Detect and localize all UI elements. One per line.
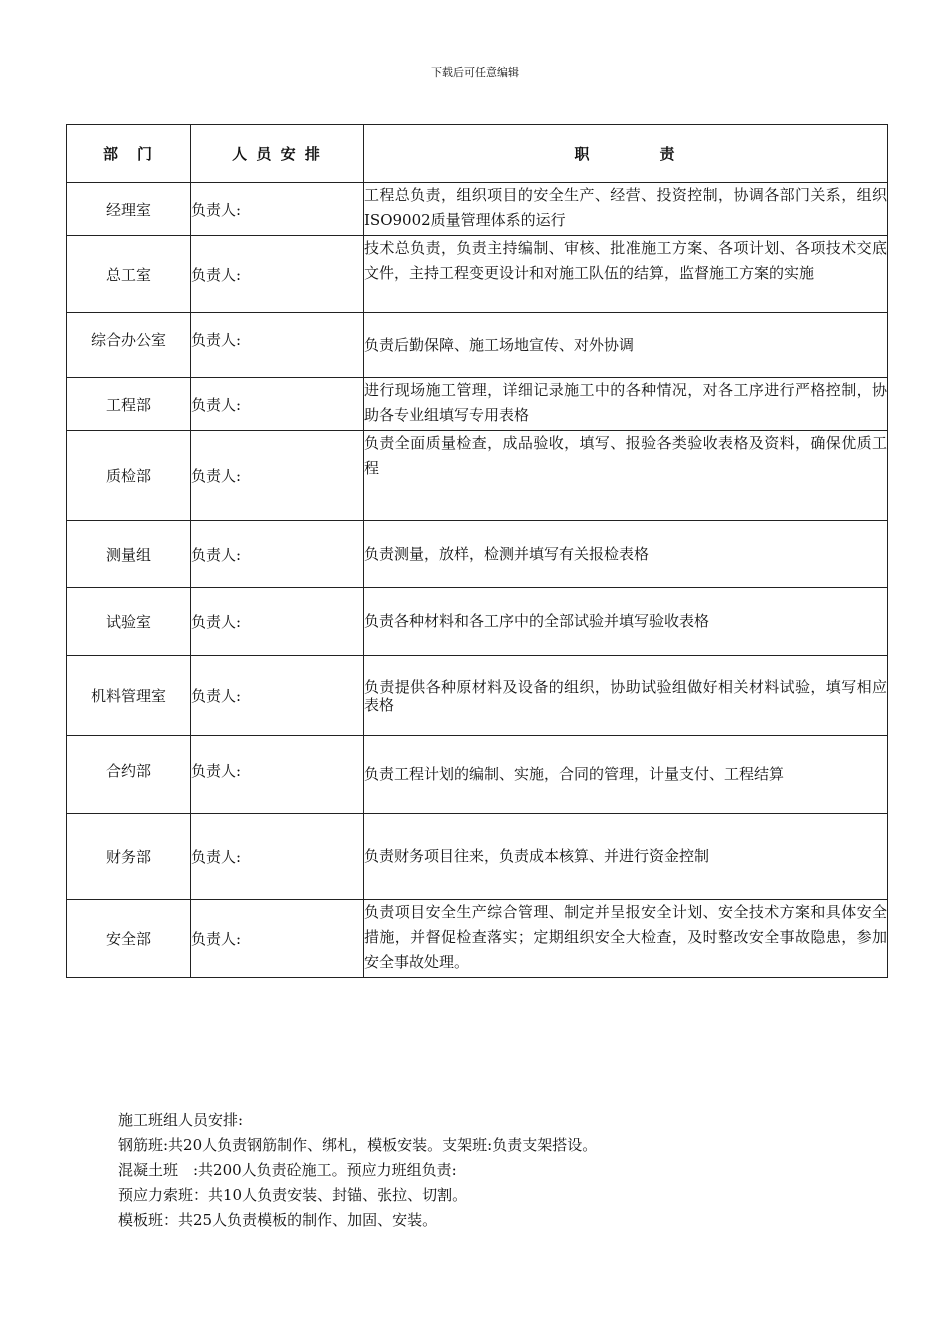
department-cell: 总工室 [67, 236, 191, 313]
header-personnel: 人 员 安 排 [191, 125, 364, 183]
table-row [67, 431, 888, 521]
person-cell: 负责人: [191, 183, 364, 236]
person-cell: 负责人: [191, 378, 364, 431]
table-row [67, 814, 888, 900]
person-cell: 负责人: [191, 736, 364, 814]
department-duty-table [66, 124, 888, 978]
table-row [67, 736, 888, 814]
department-cell: 合约部 [67, 736, 191, 814]
crew-line-prestress: 预应力索班：共10人负责安装、封锚、张拉、切割。 [118, 1186, 468, 1204]
person-cell: 负责人: [191, 313, 364, 378]
duty-cell: 技术总负责，负责主持编制、审核、批准施工方案、各项计划、各项技术交底文件，主持工程变更设计和对施工队伍的结算，监督施工方案的实施 [364, 236, 888, 313]
table-row [67, 378, 888, 431]
department-cell: 安全部 [67, 900, 191, 978]
table-row [67, 313, 888, 378]
person-cell: 负责人: [191, 656, 364, 736]
table-row [67, 588, 888, 656]
crew-line-rebar: 钢筋班:共20人负责钢筋制作、绑札，模板安装。支架班:负责支架搭设。 [118, 1136, 598, 1154]
page-header-note: 下载后可任意编辑 [431, 66, 519, 79]
person-cell: 负责人: [191, 588, 364, 656]
department-cell: 测量组 [67, 521, 191, 588]
person-cell: 负责人: [191, 431, 364, 521]
duty-cell: 负责财务项目往来，负责成本核算、并进行资金控制 [364, 814, 888, 900]
duty-cell: 进行现场施工管理，详细记录施工中的各种情况，对各工序进行严格控制，协助各专业组填写专用表格 [364, 378, 888, 431]
department-cell: 机料管理室 [67, 656, 191, 736]
duty-cell: 负责后勤保障、施工场地宣传、对外协调 [364, 313, 888, 378]
person-cell: 负责人: [191, 521, 364, 588]
table-row [67, 656, 888, 736]
crew-arrangement-section [118, 1108, 597, 1233]
duty-cell: 负责工程计划的编制、实施，合同的管理，计量支付、工程结算 [364, 736, 888, 814]
department-cell: 质检部 [67, 431, 191, 521]
person-cell: 负责人: [191, 814, 364, 900]
department-cell: 综合办公室 [67, 313, 191, 378]
table-header-row [67, 125, 888, 183]
person-cell: 负责人: [191, 236, 364, 313]
crew-line-concrete: 混凝土班 :共200人负责砼施工。预应力班组负责: [118, 1161, 457, 1179]
table-row [67, 236, 888, 313]
crew-section-title: 施工班组人员安排: [118, 1111, 244, 1129]
header-duty: 职 责 [364, 125, 888, 183]
table-row [67, 521, 888, 588]
table-row [67, 900, 888, 978]
duty-cell: 负责测量，放样，检测并填写有关报检表格 [364, 521, 888, 588]
person-cell: 负责人: [191, 900, 364, 978]
department-cell: 财务部 [67, 814, 191, 900]
crew-line-formwork: 模板班：共25人负责模板的制作、加固、安装。 [118, 1211, 438, 1229]
table-row [67, 183, 888, 236]
duty-cell: 工程总负责，组织项目的安全生产、经营、投资控制，协调各部门关系，组织ISO9002质量管理体系的运行 [364, 183, 888, 236]
duty-cell: 负责项目安全生产综合管理、制定并呈报安全计划、安全技术方案和具体安全措施，并督促检查落实；定期组织安全大检查，及时整改安全事故隐患，参加安全事故处理。 [364, 900, 888, 978]
department-cell: 试验室 [67, 588, 191, 656]
duty-cell: 负责全面质量检查，成品验收，填写、报验各类验收表格及资料，确保优质工程 [364, 431, 888, 521]
department-cell: 工程部 [67, 378, 191, 431]
department-cell: 经理室 [67, 183, 191, 236]
duty-cell: 负责各种材料和各工序中的全部试验并填写验收表格 [364, 588, 888, 656]
duty-cell: 负责提供各种原材料及设备的组织，协助试验组做好相关材料试验，填写相应表格 [364, 656, 888, 736]
header-department: 部 门 [67, 125, 191, 183]
